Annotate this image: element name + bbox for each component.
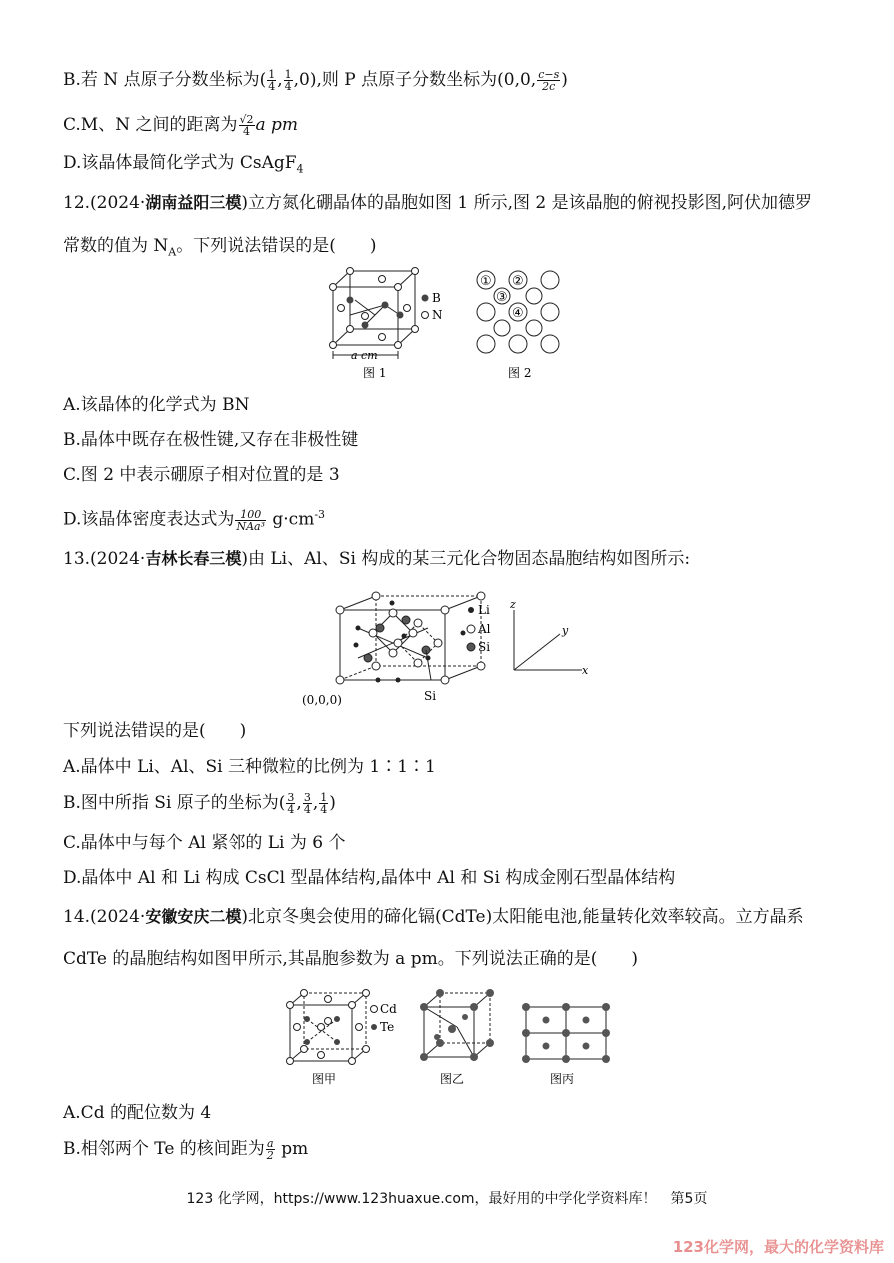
q11-option-d: D.该晶体最简化学式为 CsAgF$_4$ xyxy=(63,153,304,176)
q12-option-a: A.该晶体的化学式为 BN xyxy=(63,395,250,415)
legend-n: N xyxy=(432,308,443,322)
q13-option-d: D.晶体中 Al 和 Li 构成 CsCl 型晶体结构,晶体中 Al 和 Si 构成金刚石型晶体结构 xyxy=(63,868,676,888)
q14-option-a: A.Cd 的配位数为 4 xyxy=(63,1103,212,1123)
q12-stem-line2: 常数的值为 $N_A$。下列说法错误的是( ) xyxy=(63,236,377,259)
fig2-label-3: ③ xyxy=(496,290,508,305)
q11-option-b: B.若 N 点原子分数坐标为( $\frac{1}{4}$ , $\frac{1}{4}$ ,0),则 P 点原子分数坐标为(0,0, $\frac{c-s}{2c}$ ) xyxy=(63,68,568,93)
q14-stem-line1: 14.(2024·安徽安庆二模)北京冬奥会使用的碲化镉(CdTe)太阳能电池,能量转化效率较高。立方晶系 xyxy=(63,907,804,927)
cap-yi: 图乙 xyxy=(440,1072,465,1086)
q13-option-a: A.晶体中 Li、Al、Si 三种微粒的比例为 1∶1∶1 xyxy=(63,757,436,777)
q14-stem-line2: CdTe 的晶胞结构如图甲所示,其晶胞参数为 a pm。下列说法正确的是( ) xyxy=(63,949,638,969)
q12-option-d: D.该晶体密度表达式为 $\frac{100}{\text{NAa³}}$ $g\cdot cm^{-3}$ xyxy=(63,507,326,533)
q12-figure-2 xyxy=(474,268,570,380)
fig2-label-1: ① xyxy=(480,274,492,289)
legend-te: Te xyxy=(380,1020,395,1034)
cap-jia: 图甲 xyxy=(312,1072,337,1086)
fig2-label-2: ② xyxy=(512,274,524,289)
origin-label: (0,0,0) xyxy=(302,693,342,707)
q13-stem: 13.(2024·吉林长春三模)由 Li、Al、Si 构成的某三元化合物固态晶胞结构如图所示: xyxy=(63,549,691,569)
q11-option-c: C.M、N 之间的距离为 $\frac{√2}{4}$ a pm xyxy=(63,113,299,138)
watermark: 123化学网，最大的化学资料库 xyxy=(672,1238,884,1256)
dimension-label: a cm xyxy=(351,349,378,362)
legend-si: Si xyxy=(478,640,491,654)
q12-figure-1 xyxy=(325,265,455,383)
q12-option-b: B.晶体中既存在极性键,又存在非极性键 xyxy=(63,430,359,450)
q14-option-b: B.相邻两个 Te 的核间距为 $\frac{a}{2}$ pm xyxy=(63,1137,309,1162)
q13-option-b: B.图中所指 Si 原子的坐标为( $\frac{3}{4}$ , $\frac{3}{4}$ , $\frac{1}{4}$ ) xyxy=(63,791,336,816)
legend-b: B xyxy=(432,291,441,305)
axis-z: z xyxy=(510,598,516,611)
fig1-caption: 图 1 xyxy=(363,366,387,380)
q12-option-c: C.图 2 中表示硼原子相对位置的是 3 xyxy=(63,465,340,485)
q13-option-c: C.晶体中与每个 Al 紧邻的 Li 为 6 个 xyxy=(63,833,346,853)
cap-bing: 图丙 xyxy=(550,1072,575,1086)
fig2-label-4: ④ xyxy=(512,306,524,321)
q13-prompt: 下列说法错误的是( ) xyxy=(63,721,247,741)
q13-figure xyxy=(298,588,598,710)
si-pointer-label: Si xyxy=(424,689,437,703)
page-footer: 123 化学网，https://www.123huaxue.com，最好用的中学化学资料库！ 第5页 xyxy=(186,1191,708,1207)
legend-cd: Cd xyxy=(380,1002,397,1016)
legend-al: Al xyxy=(478,622,491,636)
axis-y: y xyxy=(562,624,569,637)
fig2-caption: 图 2 xyxy=(508,366,532,380)
legend-li: Li xyxy=(478,603,490,617)
axis-x: x xyxy=(582,664,589,677)
q14-figures xyxy=(282,987,617,1089)
q12-stem-line1: 12.(2024·湖南益阳三模)立方氮化硼晶体的晶胞如图 1 所示,图 2 是该晶胞的俯视投影图,阿伏加德罗 xyxy=(63,193,813,213)
